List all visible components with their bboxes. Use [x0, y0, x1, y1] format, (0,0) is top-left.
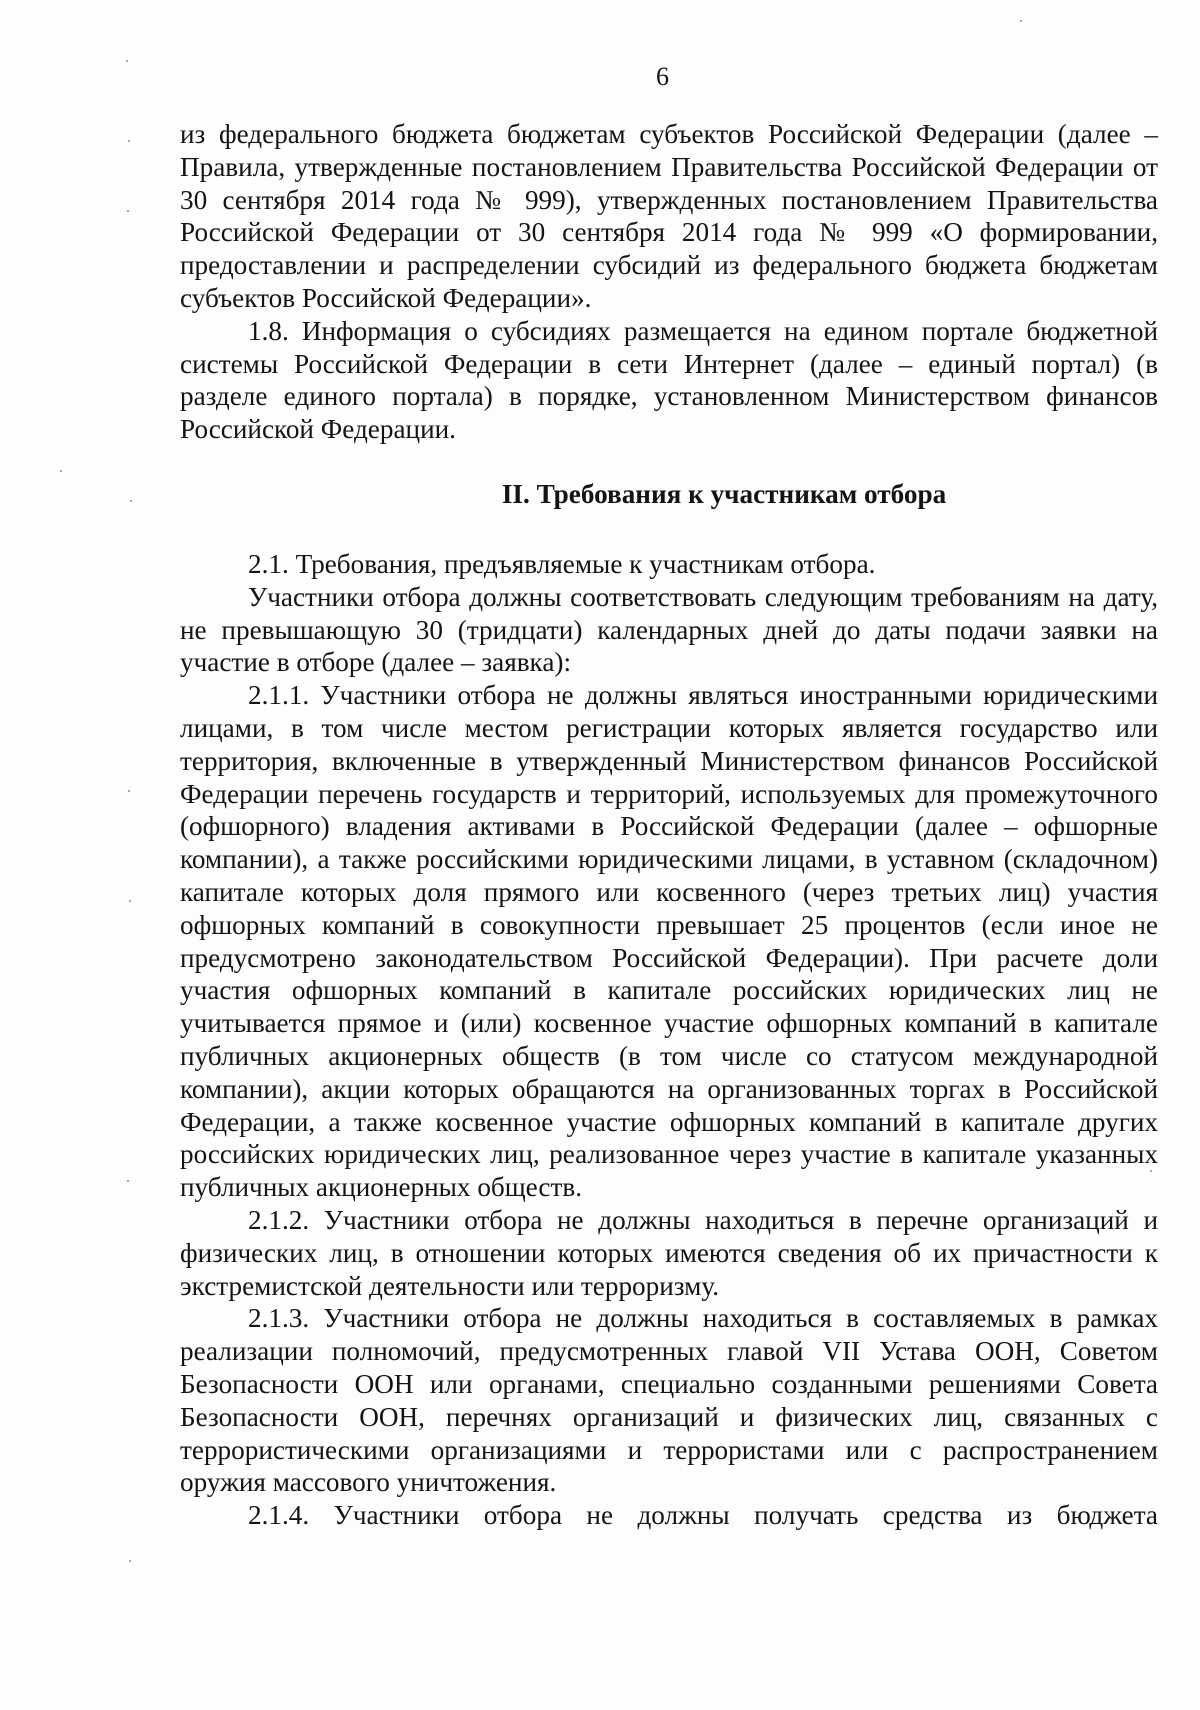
- paragraph: 2.1.3. Участники отбора не должны находиться в составляемых в рамках реализации полномочий, предусмотренных главой VII Устава ООН, Советом Безопасности ООН или органами, специально созданными решениями Совета Безопасности ООН, перечнях организаций и физических лиц, связанных с террористическими организациями и террористами или с распространением оружия массового уничтожения.: [180, 1303, 1158, 1498]
- scan-speck: [128, 140, 130, 142]
- paragraph: 2.1. Требования, предъявляемые к участникам отбора.: [248, 549, 876, 579]
- page-number: 6: [656, 62, 669, 91]
- scan-speck: [1020, 20, 1022, 22]
- scan-speck: [1150, 1170, 1152, 1172]
- scan-speck: [126, 60, 128, 62]
- paragraph: из федерального бюджета бюджетам субъектов Российской Федерации (далее – Правила, утвержденные постановлением Правительства Российской Федерации от 30 сентября 2014 года № 999), утвержденных постановлением Правительства Российской Федерации от 30 сентября 2014 года № 999 «О формировании, предоставлении и распределении субсидий из федерального бюджета бюджетам субъектов Российской Федерации».: [180, 119, 1158, 313]
- scan-speck: [60, 470, 62, 472]
- section-text-block: [180, 548, 1158, 1532]
- scan-speck: [129, 900, 131, 902]
- paragraph: 1.8. Информация о субсидиях размещается на едином портале бюджетной системы Российской Федерации в сети Интернет (далее – единый портал) (в разделе единого портала) в порядке, установленном Министерством финансов Российской Федерации.: [180, 315, 1158, 445]
- paragraph: Участники отбора должны соответствовать следующим требованиям на дату, не превышающую 30 (тридцати) календарных дней до даты подачи заявки на участие в отборе (далее – заявка):: [180, 581, 1158, 678]
- paragraph: 2.1.4. Участники отбора не должны получать средства из бюджета: [248, 1500, 1158, 1531]
- scan-speck: [128, 790, 130, 792]
- top-text-block: [180, 118, 1158, 446]
- scan-speck: [130, 500, 132, 502]
- paragraph: 2.1.2. Участники отбора не должны находиться в перечне организаций и физических лиц, в отношении которых имеются сведения об их причастности к экстремистской деятельности или терроризму.: [180, 1204, 1158, 1301]
- section-heading: II. Требования к участникам отбора: [501, 479, 947, 509]
- scan-speck: [127, 1180, 129, 1182]
- paragraph: 2.1.1. Участники отбора не должны являться иностранными юридическими лицами, в том числе местом регистрации которых является государство или территория, включенные в утвержденный Министерством финансов Российской Федерации перечень государств и территорий, используемых для промежуточного (офшорного) владения активами в Российской Федерации (далее – офшорные компании), а также российскими юридическими лицами, в уставном (складочном) капитале которых доля прямого или косвенного (через третьих лиц) участия офшорных компаний в совокупности превышает 25 процентов (если иное не предусмотрено законодательством Российской Федерации). При расчете доли участия офшорных компаний в капитале российских юридических лиц не учитывается прямое и (или) косвенное участие офшорных компаний в капитале публичных акционерных обществ (в том числе со статусом международной компании), акции которых обращаются на организованных торгах в Российской Федерации, а также косвенное участие офшорных компаний в капитале других российских юридических лиц, реализованное через участие в капитале указанных публичных акционерных обществ.: [180, 680, 1158, 1203]
- scan-speck: [129, 1560, 131, 1562]
- scan-speck: [127, 210, 129, 212]
